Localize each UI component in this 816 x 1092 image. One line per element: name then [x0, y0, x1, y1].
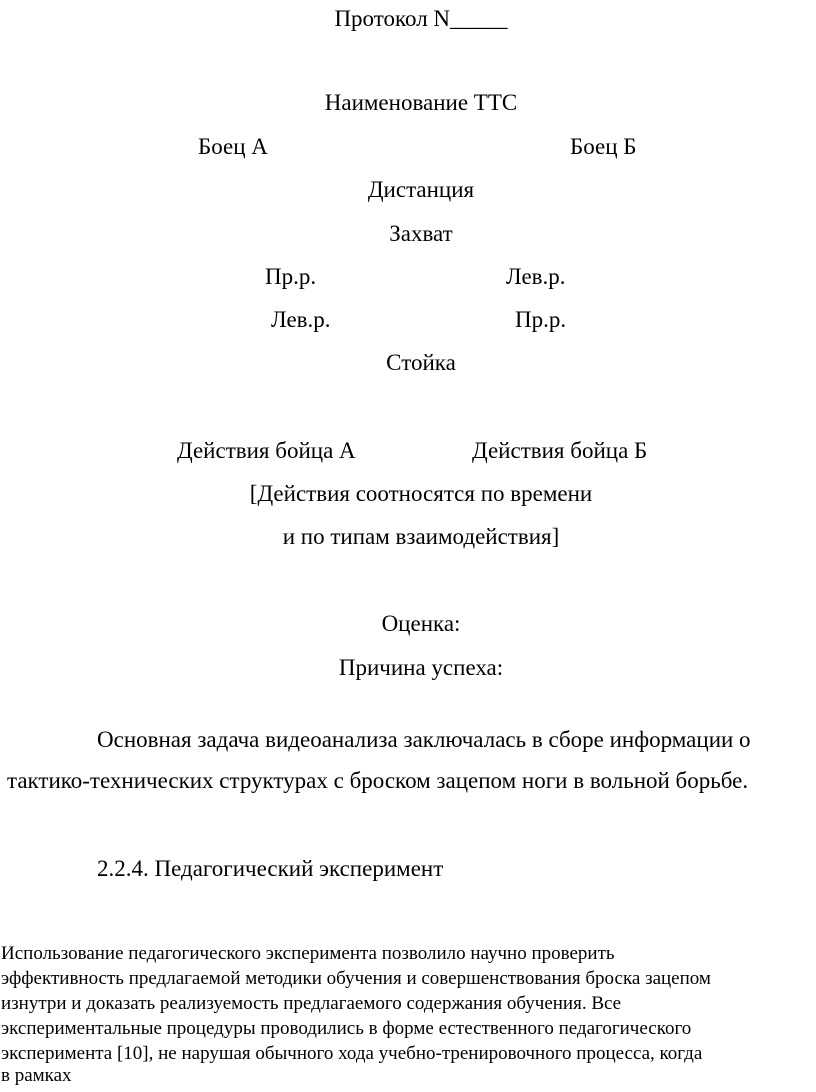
section-heading: 2.2.4. Педагогический эксперимент	[97, 856, 444, 881]
tts-name-label: Наименование ТТС	[324, 90, 518, 115]
actions-b-label: Действия бойца Б	[472, 438, 648, 463]
small-paragraph-line-5: эксперимента [10], не нарушая обычного хода учебно-тренировочного процесса, когда	[1, 1043, 703, 1064]
small-paragraph-line-4: экспериментальные процедуры проводились в форме естественного педагогического	[1, 1018, 692, 1039]
protocol-title: Протокол N_____	[334, 6, 508, 31]
small-paragraph-line-3: изнутри и доказать реализуемость предлагаемого содержания обучения. Все	[1, 993, 622, 1014]
actions-a-label: Действия бойца А	[177, 438, 356, 463]
score-label: Оценка:	[381, 611, 461, 636]
note-line-1: [Действия соотносятся по времени	[249, 481, 593, 506]
main-paragraph-line-2: тактико-технических структурах с броском зацепом ноги в вольной борьбе.	[7, 768, 749, 793]
small-paragraph-line-1: Использование педагогического эксперимента позволило научно проверить	[1, 943, 615, 964]
row2-left-label: Лев.р.	[271, 307, 331, 332]
success-reason-label: Причина успеха:	[338, 655, 504, 680]
row1-right-label: Лев.р.	[506, 264, 566, 289]
row2-right-label: Пр.р.	[515, 307, 567, 332]
row1-left-label: Пр.р.	[265, 264, 317, 289]
grip-label: Захват	[389, 221, 453, 246]
note-line-2: и по типам взаимодействия]	[282, 524, 560, 549]
small-paragraph-line-6: в рамках	[1, 1065, 72, 1086]
stance-label: Стойка	[386, 350, 456, 375]
distance-label: Дистанция	[367, 177, 475, 202]
main-paragraph-line-1: Основная задача видеоанализа заключалась в сборе информации о	[97, 727, 751, 752]
fighter-a-label: Боец А	[198, 134, 268, 159]
fighter-b-label: Боец Б	[570, 134, 637, 159]
small-paragraph-line-2: эффективность предлагаемой методики обучения и совершенствования броска зацепом	[1, 968, 711, 989]
